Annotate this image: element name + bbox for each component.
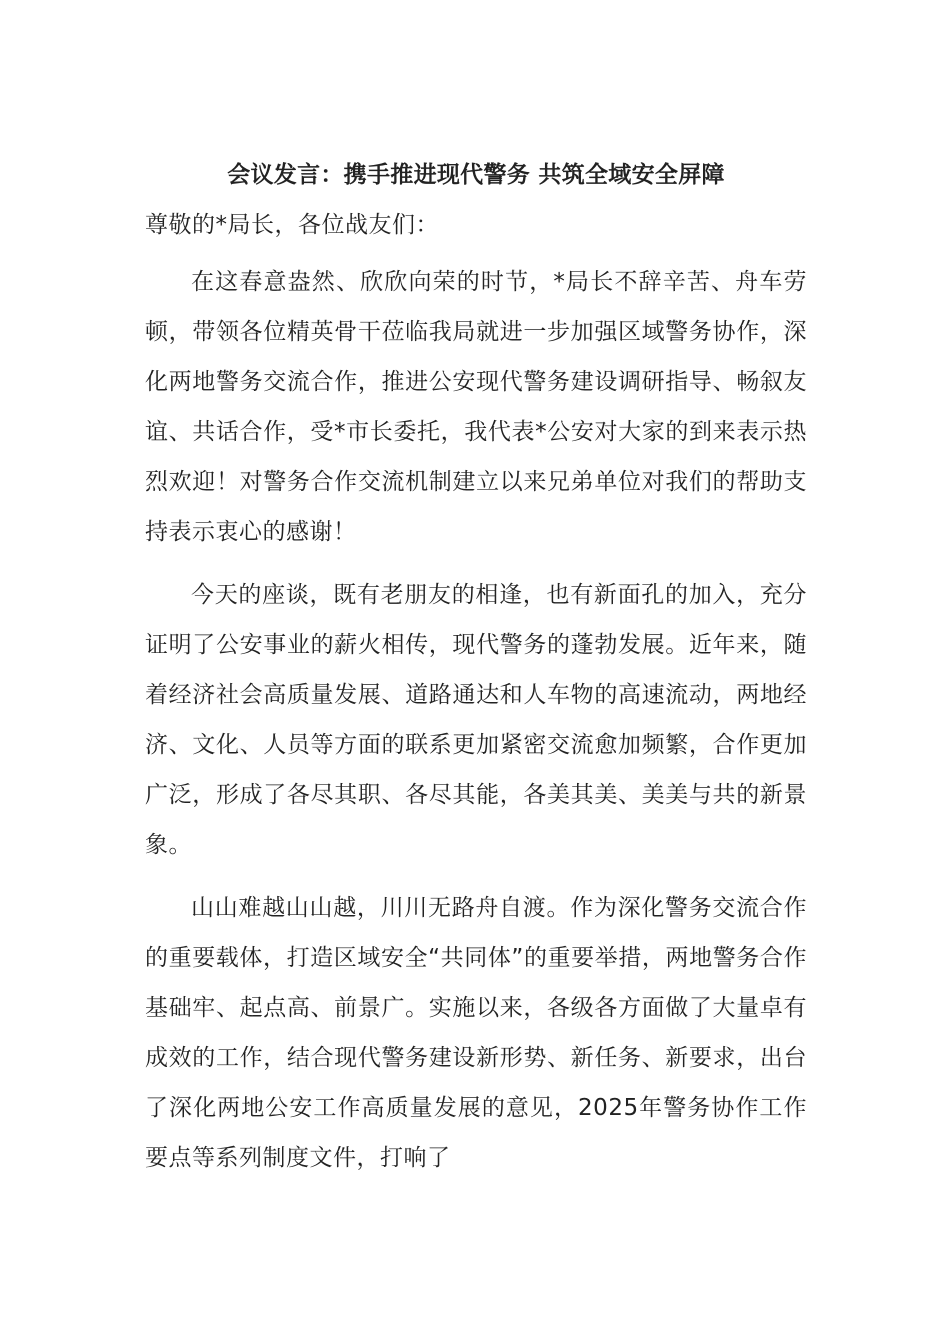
paragraph-cooperation: 山山难越山山越，川川无路舟自渡。作为深化警务交流合作的重要载体，打造区域安全“共同体”的重要举措，两地警务合作基础牢、起点高、前景广。实施以来，各级各方面做了大量卓有成效的工作，结合现代警务建设新形势、新任务、新要求，出台了深化两地公安工作高质量发展的意见，2025年警务协作工作要点等系列制度文件，打响了: [145, 895, 807, 1171]
document-body: [145, 156, 807, 1183]
paragraph-background: 今天的座谈，既有老朋友的相逢，也有新面孔的加入，充分证明了公安事业的薪火相传，现代警务的蓬勃发展。近年来，随着经济社会高质量发展、道路通达和人车物的高速流动，两地经济、文化、人员等方面的联系更加紧密交流愈加频繁，合作更加广泛，形成了各尽其职、各尽其能，各美其美、美美与共的新景象。: [145, 582, 807, 858]
paragraph-welcome: 在这春意盎然、欣欣向荣的时节，*局长不辞辛苦、舟车劳顿，带领各位精英骨干莅临我局就进一步加强区域警务协作，深化两地警务交流合作，推进公安现代警务建设调研指导、畅叙友谊、共话合作，受*市长委托，我代表*公安对大家的到来表示热烈欢迎！对警务合作交流机制建立以来兄弟单位对我们的帮助支持表示衷心的感谢！: [145, 269, 807, 545]
document-title: 会议发言：携手推进现代警务 共筑全域安全屏障: [227, 162, 725, 188]
salutation: 尊敬的*局长，各位战友们：: [145, 212, 439, 238]
